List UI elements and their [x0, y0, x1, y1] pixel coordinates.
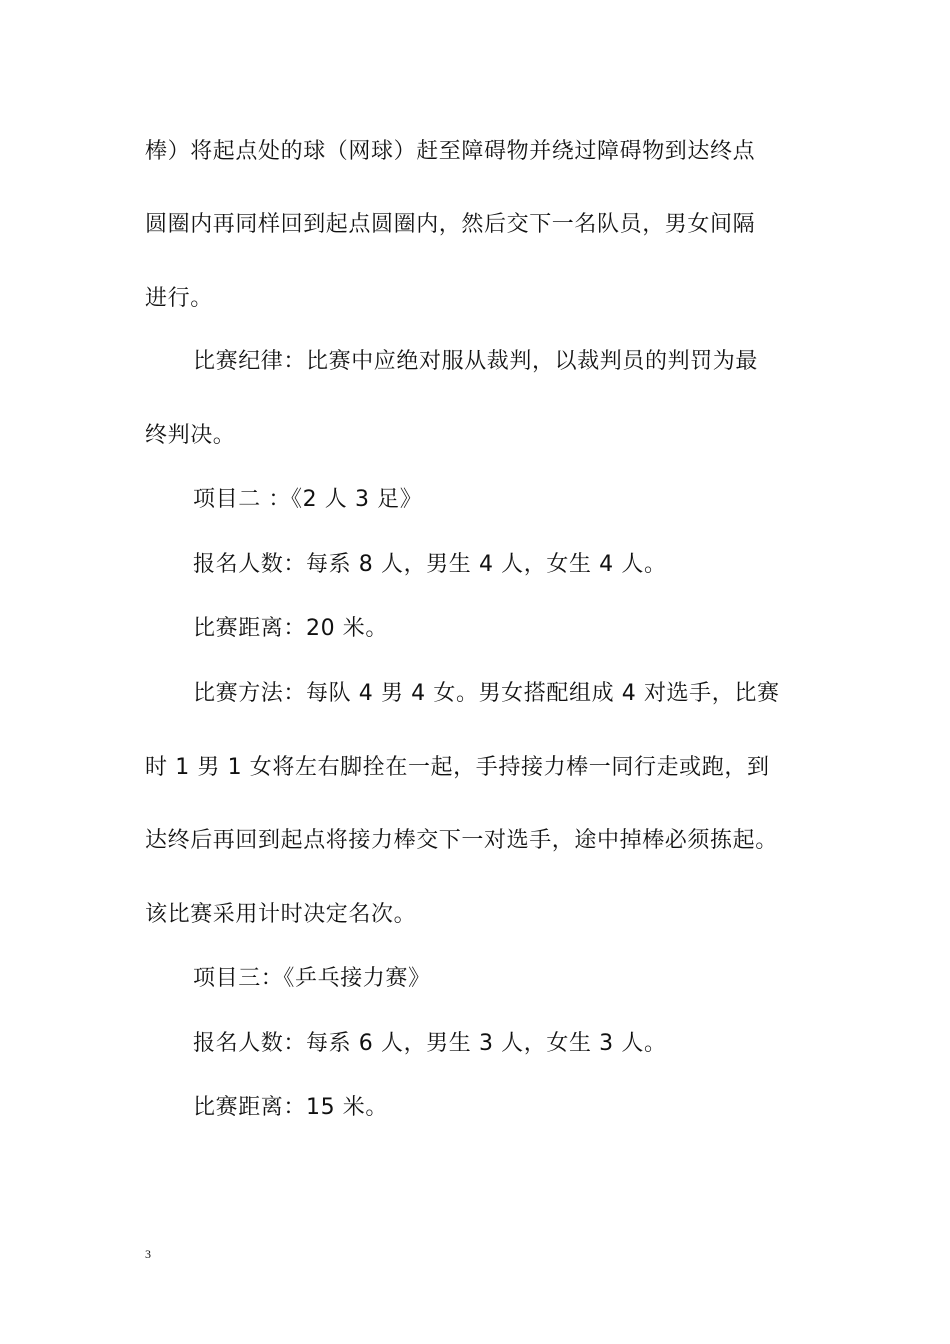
section-heading-project-2: 项目二 ：《2 人 3 足》 [193, 487, 423, 512]
body-text-line: 圆圈内再同样回到起点圆圈内，然后交下一名队员，男女间隔 [145, 212, 756, 237]
body-text-line: 该比赛采用计时决定名次。 [145, 902, 417, 927]
body-text-line: 进行。 [145, 286, 213, 311]
distance-line: 比赛距离：20 米。 [193, 616, 388, 641]
page-number: 3 [145, 1247, 151, 1261]
body-text-line: 终判决。 [145, 423, 236, 448]
body-text-line: 棒）将起点处的球（网球）赶至障碍物并绕过障碍物到达终点 [145, 139, 756, 164]
signup-count-line: 报名人数：每系 6 人，男生 3 人，女生 3 人。 [193, 1031, 667, 1056]
section-heading-project-3: 项目三：《乒乓接力赛》 [193, 966, 431, 991]
body-text-line: 达终后再回到起点将接力棒交下一对选手，途中掉棒必须拣起。 [145, 828, 778, 853]
rule-paragraph-line: 比赛纪律：比赛中应绝对服从裁判，以裁判员的判罚为最 [193, 349, 759, 374]
body-text-line: 时 1 男 1 女将左右脚拴在一起，手持接力棒一同行走或跑，到 [145, 755, 770, 780]
signup-count-line: 报名人数：每系 8 人，男生 4 人，女生 4 人。 [193, 552, 667, 577]
method-paragraph-line: 比赛方法：每队 4 男 4 女。男女搭配组成 4 对选手，比赛 [193, 681, 780, 706]
distance-line: 比赛距离：15 米。 [193, 1095, 388, 1120]
